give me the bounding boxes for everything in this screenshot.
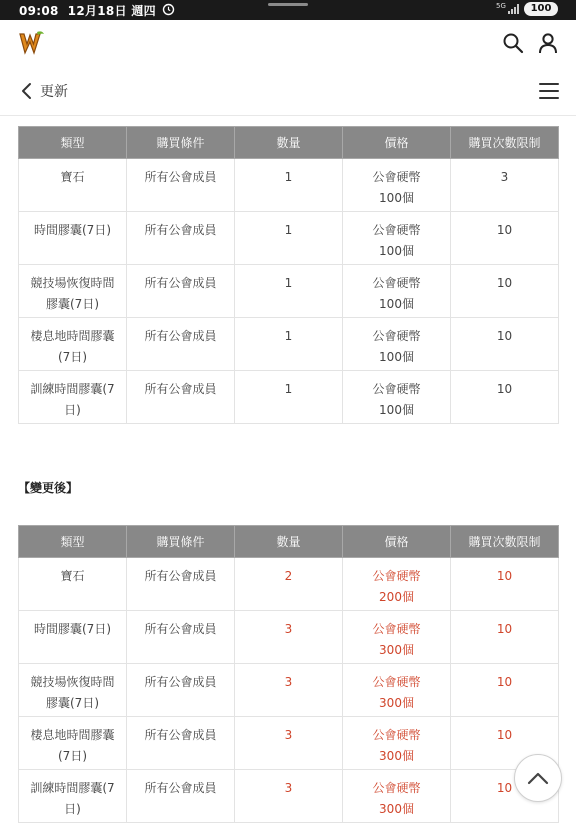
search-icon[interactable] — [502, 32, 524, 54]
article-content — [0, 117, 576, 832]
cell-limit: 10 — [451, 770, 559, 823]
cell-quantity: 1 — [235, 371, 343, 424]
w-logo-icon[interactable] — [17, 29, 47, 57]
cell-price: 公會硬幣 100個 — [343, 265, 451, 318]
cell-limit: 10 — [451, 717, 559, 770]
scroll-top-button[interactable] — [514, 754, 562, 802]
cell-quantity: 3 — [235, 717, 343, 770]
table-row — [19, 558, 559, 611]
cell-type: 時間膠囊(7日) — [19, 212, 127, 265]
chevron-left-icon — [18, 82, 36, 100]
cell-price: 公會硬幣 300個 — [343, 717, 451, 770]
after-change-title: 【變更後】 — [18, 481, 79, 495]
column-header: 數量 — [235, 526, 343, 558]
cell-condition: 所有公會成員 — [127, 159, 235, 212]
signal-icon — [508, 4, 520, 14]
table-header-row — [19, 526, 559, 558]
table-row — [19, 611, 559, 664]
cell-limit: 3 — [451, 159, 559, 212]
column-header: 購買條件 — [127, 127, 235, 159]
cell-limit: 10 — [451, 212, 559, 265]
cell-limit: 10 — [451, 664, 559, 717]
cell-price: 公會硬幣 100個 — [343, 318, 451, 371]
cell-condition: 所有公會成員 — [127, 371, 235, 424]
back-button[interactable] — [18, 78, 68, 104]
cell-type: 競技場恢復時間膠囊(7日) — [19, 265, 127, 318]
cell-quantity: 2 — [235, 558, 343, 611]
cell-quantity: 1 — [235, 318, 343, 371]
cell-condition: 所有公會成員 — [127, 717, 235, 770]
table-row — [19, 212, 559, 265]
cell-quantity: 1 — [235, 159, 343, 212]
column-header: 類型 — [19, 526, 127, 558]
cell-quantity: 1 — [235, 212, 343, 265]
table-row — [19, 664, 559, 717]
cell-condition: 所有公會成員 — [127, 664, 235, 717]
cell-price: 公會硬幣 100個 — [343, 371, 451, 424]
alarm-icon — [162, 3, 175, 16]
chevron-up-icon — [527, 771, 549, 785]
app-header — [0, 20, 576, 66]
cell-limit: 10 — [451, 318, 559, 371]
cell-price: 公會硬幣 300個 — [343, 611, 451, 664]
cell-condition: 所有公會成員 — [127, 611, 235, 664]
status-time: 09:08 12月18日 週四 — [19, 4, 156, 18]
cell-type: 棲息地時間膠囊(7日) — [19, 717, 127, 770]
cell-price: 公會硬幣 200個 — [343, 558, 451, 611]
column-header: 購買次數限制 — [451, 526, 559, 558]
column-header: 購買次數限制 — [451, 127, 559, 159]
hamburger-icon[interactable] — [538, 81, 560, 101]
table-header-row — [19, 127, 559, 159]
table-row — [19, 717, 559, 770]
cell-quantity: 3 — [235, 611, 343, 664]
column-header: 數量 — [235, 127, 343, 159]
cell-type: 訓練時間膠囊(7日) — [19, 371, 127, 424]
cell-price: 公會硬幣 300個 — [343, 770, 451, 823]
battery-badge: 100 — [524, 2, 558, 16]
table-row — [19, 318, 559, 371]
cell-quantity: 3 — [235, 664, 343, 717]
cell-type: 時間膠囊(7日) — [19, 611, 127, 664]
cell-limit: 10 — [451, 371, 559, 424]
column-header: 價格 — [343, 127, 451, 159]
cell-type: 寶石 — [19, 558, 127, 611]
user-icon[interactable] — [537, 32, 559, 54]
after-change-table — [18, 525, 559, 823]
notch-indicator — [268, 3, 308, 6]
network-type: 5G — [496, 2, 506, 10]
cell-type: 訓練時間膠囊(7日) — [19, 770, 127, 823]
cell-condition: 所有公會成員 — [127, 770, 235, 823]
cell-limit: 10 — [451, 611, 559, 664]
cell-condition: 所有公會成員 — [127, 265, 235, 318]
cell-condition: 所有公會成員 — [127, 212, 235, 265]
cell-condition: 所有公會成員 — [127, 558, 235, 611]
back-label: 更新 — [40, 84, 68, 100]
column-header: 價格 — [343, 526, 451, 558]
table-row — [19, 265, 559, 318]
cell-quantity: 3 — [235, 770, 343, 823]
cell-price: 公會硬幣 100個 — [343, 159, 451, 212]
before-change-table — [18, 126, 559, 424]
table-row — [19, 770, 559, 823]
status-bar — [0, 0, 576, 20]
cell-type: 寶石 — [19, 159, 127, 212]
cell-quantity: 1 — [235, 265, 343, 318]
sub-header — [0, 66, 576, 116]
cell-limit: 10 — [451, 265, 559, 318]
cell-price: 公會硬幣 100個 — [343, 212, 451, 265]
cell-type: 競技場恢復時間膠囊(7日) — [19, 664, 127, 717]
table-row — [19, 159, 559, 212]
cell-price: 公會硬幣 300個 — [343, 664, 451, 717]
cell-condition: 所有公會成員 — [127, 318, 235, 371]
column-header: 購買條件 — [127, 526, 235, 558]
column-header: 類型 — [19, 127, 127, 159]
cell-type: 棲息地時間膠囊(7日) — [19, 318, 127, 371]
table-row — [19, 371, 559, 424]
cell-limit: 10 — [451, 558, 559, 611]
